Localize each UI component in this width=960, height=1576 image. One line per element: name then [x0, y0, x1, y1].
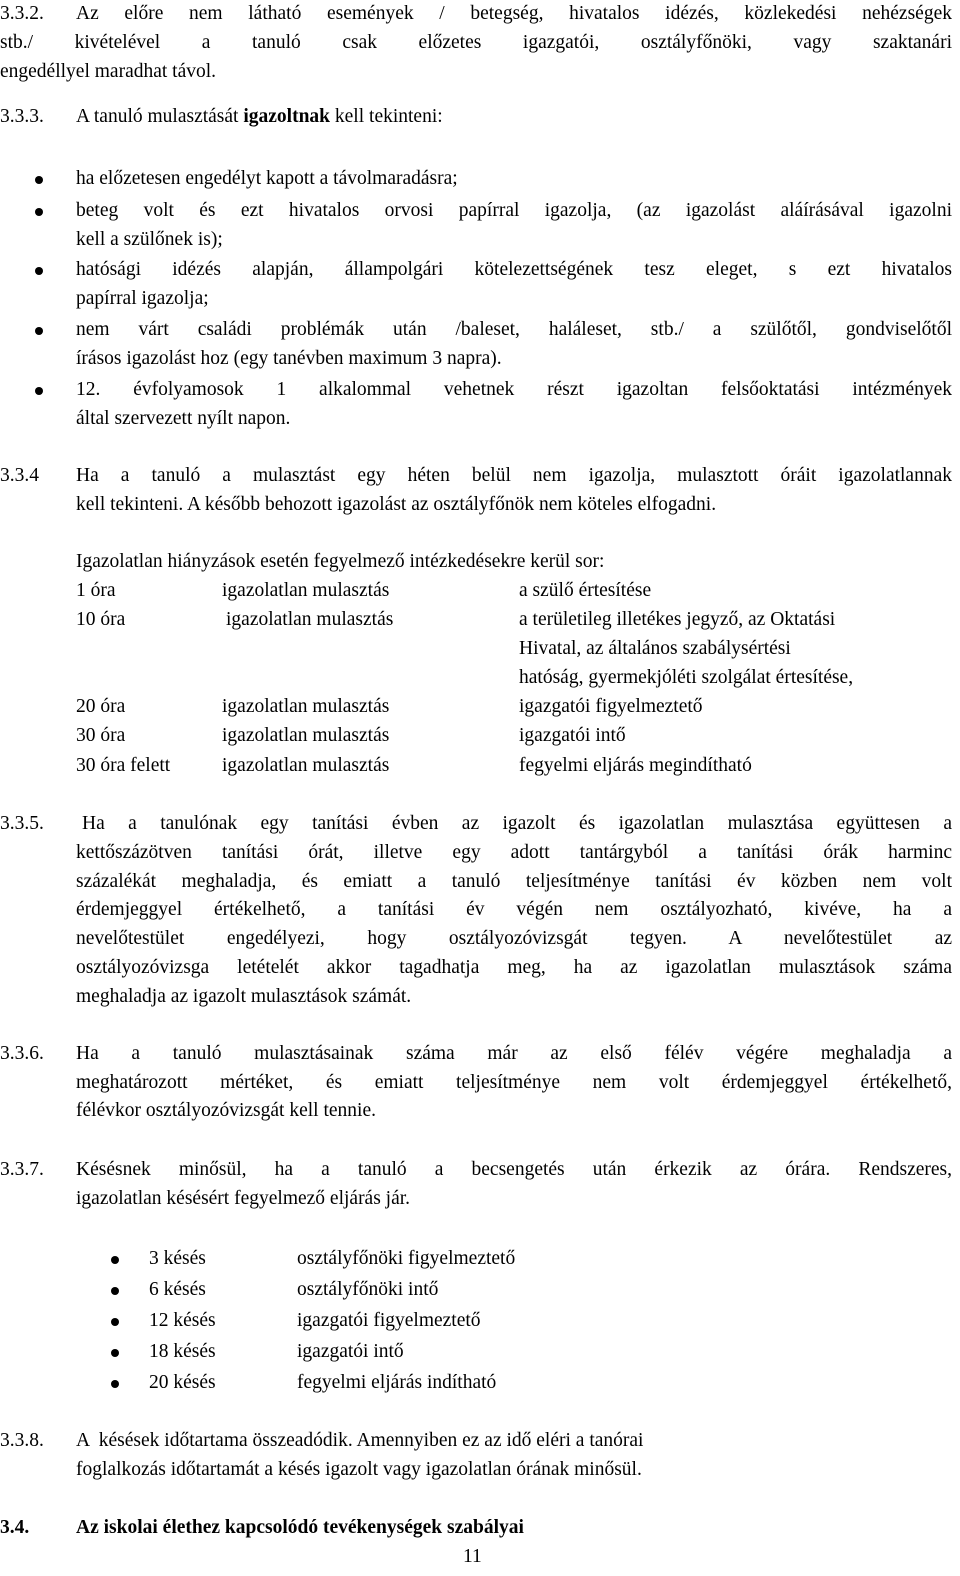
section-number: 3.3.4	[0, 465, 39, 486]
text-line: Ha a tanuló a mulasztást egy héten belül nem igazolja, mulasztott óráit igazolatlannak	[76, 465, 952, 486]
text-line: százalékát meghaladja, és emiatt a tanuló teljesítménye tanítási év közben nem volt	[76, 871, 952, 892]
text-line: nevelőtestület engedélyezi, hogy osztályozóvizsgát tegyen. A nevelőtestület az	[76, 928, 952, 949]
table-cell-type: igazolatlan mulasztás	[222, 696, 390, 717]
section-number: 3.3.6.	[0, 1043, 44, 1064]
bullet-icon	[111, 1349, 119, 1357]
table-cell-type: igazolatlan mulasztás	[226, 609, 394, 630]
bullet-icon	[111, 1318, 119, 1326]
text-line: érdemjeggyel értékelhető, a tanítási év végén nem osztályozható, kivéve, ha a	[76, 899, 952, 920]
table-cell-hours: 1 óra	[76, 580, 116, 601]
table-cell-type: igazolatlan mulasztás	[222, 580, 390, 601]
table-cell-hours: 30 óra	[76, 725, 126, 746]
table-cell-action: a szülő értesítése	[519, 580, 652, 601]
bullet-item: ha előzetesen engedélyt kapott a távolmaradásra;	[76, 168, 458, 189]
table-cell-action: igazgatói figyelmeztető	[519, 696, 703, 717]
intro-text: A tanuló mulasztását igazoltnak kell tekinteni:	[76, 106, 443, 127]
bullet-item: hatósági idézés alapján, állampolgári kötelezettségének tesz eleget, s ezt hivatalos	[76, 259, 952, 280]
section-title: Az iskolai élethez kapcsolódó tevékenységek szabályai	[76, 1517, 524, 1538]
bullet-icon	[35, 176, 43, 184]
section-number: 3.4.	[0, 1517, 30, 1538]
text-line: kell tekinteni. A később behozott igazolást az osztályfőnök nem köteles elfogadni.	[76, 494, 717, 515]
text-line: foglalkozás időtartamát a késés igazolt vagy igazolatlan órának minősül.	[76, 1459, 642, 1480]
bullet-icon	[35, 208, 43, 216]
table-cell-action: a területileg illetékes jegyző, az Oktatási	[519, 609, 836, 630]
list-item-count: 6 késés	[149, 1279, 206, 1300]
bullet-item: írásos igazolást hoz (egy tanévben maximum 3 napra).	[76, 348, 502, 369]
text-line: Ha a tanulónak egy tanítási évben az igazolt és igazolatlan mulasztása együttesen a	[82, 813, 952, 834]
bullet-item: nem várt családi problémák után /baleset, haláleset, stb./ a szülőtől, gondviselőtől	[76, 319, 952, 340]
list-item-count: 20 késés	[149, 1372, 216, 1393]
table-cell-hours: 10 óra	[76, 609, 126, 630]
bullet-icon	[111, 1287, 119, 1295]
table-cell-action: igazgatói intő	[519, 725, 626, 746]
text-line: A késések időtartama összeadódik. Amennyiben ez az idő eléri a tanórai	[76, 1430, 644, 1451]
section-number: 3.3.5.	[0, 813, 44, 834]
bullet-icon	[35, 387, 43, 395]
text-line: Ha a tanuló mulasztásainak száma már az első félév végére meghaladja a	[76, 1043, 952, 1064]
text-line: stb./ kivételével a tanuló csak előzetes igazgatói, osztályfőnöki, vagy szaktanári	[0, 32, 952, 53]
text-line: Késésnek minősül, ha a tanuló a becsengetés után érkezik az órára. Rendszeres,	[76, 1159, 952, 1180]
table-cell-type: igazolatlan mulasztás	[222, 755, 390, 776]
section-number: 3.3.2.	[0, 3, 44, 24]
list-item-count: 18 késés	[149, 1341, 216, 1362]
page-number: 11	[463, 1546, 482, 1567]
text-line: félévkor osztályozóvizsgát kell tennie.	[76, 1100, 376, 1121]
bullet-item: beteg volt és ezt hivatalos orvosi papírral igazolja, (az igazolást aláírásával igazolni	[76, 200, 952, 221]
bullet-icon	[35, 327, 43, 335]
text-line: meghatározott mértéket, és emiatt teljesítménye nem volt érdemjeggyel értékelhető,	[76, 1072, 952, 1093]
bullet-item: papírral igazolja;	[76, 288, 209, 309]
text-line: meghaladja az igazolt mulasztások számát.	[76, 986, 412, 1007]
table-cell-type: igazolatlan mulasztás	[222, 725, 390, 746]
text-line: osztályozóvizsga letételét akkor tagadhatja meg, ha az igazolatlan mulasztások száma	[76, 957, 952, 978]
bullet-icon	[111, 1380, 119, 1388]
list-item-count: 3 késés	[149, 1248, 206, 1269]
section-number: 3.3.8.	[0, 1430, 44, 1451]
bullet-item: kell a szülőnek is);	[76, 229, 223, 250]
text-line: kettőszázötven tanítási órát, illetve egy adott tantárgyból a tanítási órák harminc	[76, 842, 952, 863]
list-item-action: igazgatói intő	[297, 1341, 404, 1362]
table-cell-hours: 20 óra	[76, 696, 126, 717]
table-heading: Igazolatlan hiányzások esetén fegyelmező intézkedésekre kerül sor:	[76, 551, 605, 572]
table-cell-action: Hivatal, az általános szabálysértési	[519, 638, 791, 659]
list-item-action: fegyelmi eljárás indítható	[297, 1372, 497, 1393]
bullet-item: 12. évfolyamosok 1 alkalommal vehetnek részt igazoltan felsőoktatási intézmények	[76, 379, 952, 400]
bullet-item: által szervezett nyílt napon.	[76, 408, 291, 429]
bullet-icon	[35, 267, 43, 275]
list-item-action: osztályfőnöki figyelmeztető	[297, 1248, 516, 1269]
text-line: igazolatlan késésért fegyelmező eljárás jár.	[76, 1188, 411, 1209]
list-item-count: 12 késés	[149, 1310, 216, 1331]
text-line: Az előre nem látható események / betegség, hivatalos idézés, közlekedési nehézségek	[76, 3, 952, 24]
table-cell-hours: 30 óra felett	[76, 755, 171, 776]
list-item-action: osztályfőnöki intő	[297, 1279, 439, 1300]
text-line: engedéllyel maradhat távol.	[0, 61, 217, 82]
section-number: 3.3.3.	[0, 106, 44, 127]
section-number: 3.3.7.	[0, 1159, 44, 1180]
bullet-icon	[111, 1256, 119, 1264]
table-cell-action: hatóság, gyermekjóléti szolgálat értesítése,	[519, 667, 854, 688]
table-cell-action: fegyelmi eljárás megindítható	[519, 755, 752, 776]
list-item-action: igazgatói figyelmeztető	[297, 1310, 481, 1331]
